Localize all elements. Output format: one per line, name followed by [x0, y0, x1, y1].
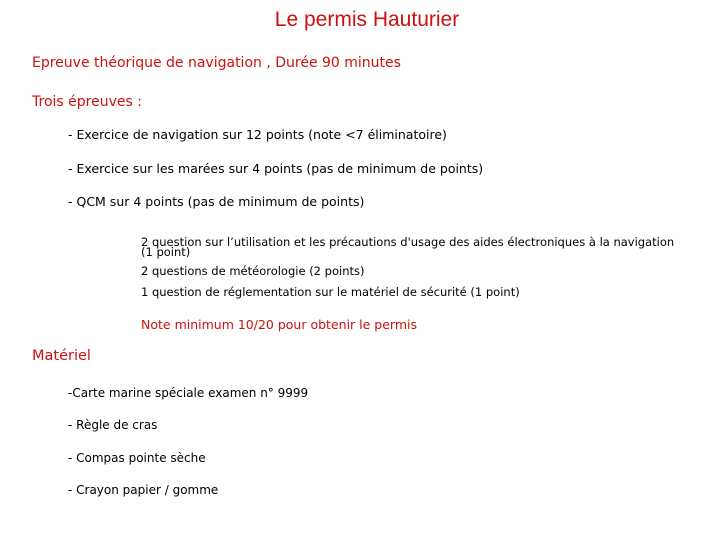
- qcm-detail-meteo: 2 questions de météorologie (2 points): [141, 264, 365, 278]
- qcm-detail-reglementation: 1 question de réglementation sur le matériel de sécurité (1 point): [141, 285, 520, 299]
- materiel-item-compas: - Compas pointe sèche: [68, 451, 206, 465]
- epreuves-heading: Trois épreuves :: [32, 94, 142, 110]
- exam-subtitle: Epreuve théorique de navigation , Durée 90 minutes: [32, 55, 401, 71]
- page-title: Le permis Hauturier: [274, 8, 460, 31]
- materiel-item-crayon: - Crayon papier / gomme: [68, 483, 219, 497]
- qcm-detail-electronique: 2 question sur l’utilisation et les précautions d'usage des aides électroniques à la navigation: [141, 235, 675, 249]
- list-item-marees: - Exercice sur les marées sur 4 points (pas de minimum de points): [68, 161, 484, 176]
- list-item-qcm: - QCM sur 4 points (pas de minimum de points): [68, 194, 365, 209]
- materiel-heading: Matériel: [32, 348, 91, 364]
- materiel-item-regle: - Règle de cras: [68, 418, 158, 432]
- note-minimum: Note minimum 10/20 pour obtenir le permis: [141, 317, 417, 332]
- qcm-detail-electronique-points: (1 point): [141, 245, 191, 259]
- materiel-item-carte: -Carte marine spéciale examen n° 9999: [68, 386, 309, 400]
- list-item-navigation: - Exercice de navigation sur 12 points (note <7 éliminatoire): [68, 127, 447, 142]
